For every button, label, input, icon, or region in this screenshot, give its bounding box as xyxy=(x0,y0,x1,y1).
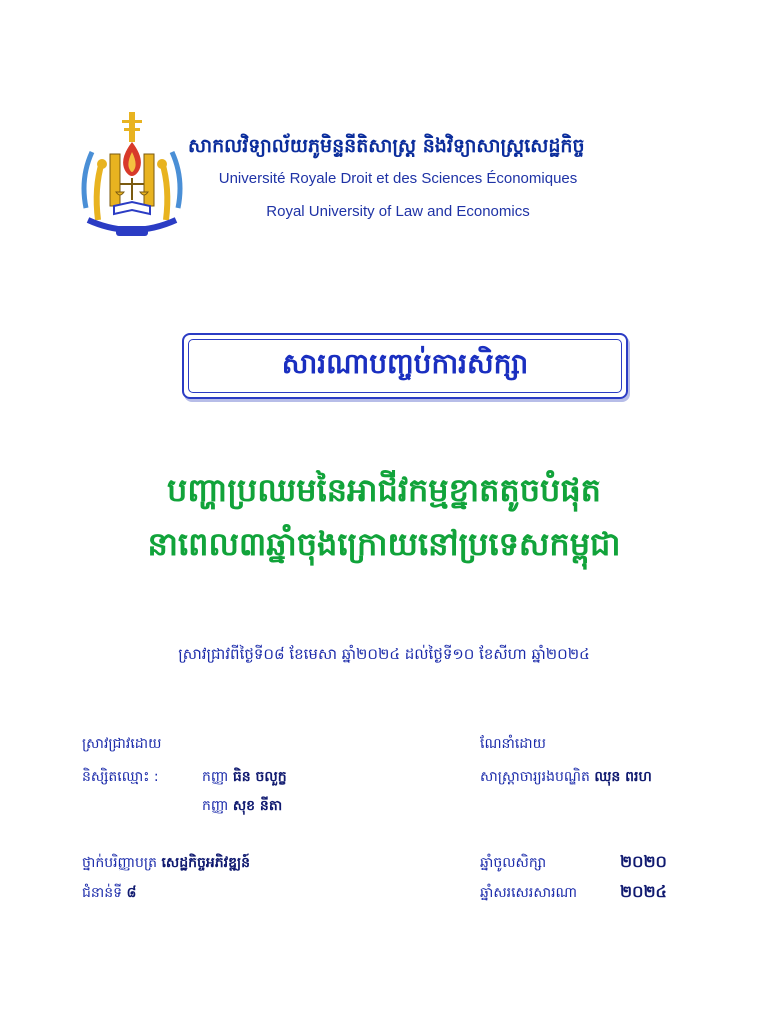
advisor xyxy=(480,767,652,788)
thesis-year-label: ឆ្នាំសរសេរសារណា xyxy=(480,885,578,901)
degree-info xyxy=(82,853,250,874)
degree-label: ថ្នាក់បរិញ្ញាបត្រ xyxy=(82,855,157,871)
researched-by-heading: ស្រាវជ្រាវដោយ xyxy=(82,736,162,752)
document-title-box xyxy=(182,333,628,399)
university-name-khmer: សាកលវិទ្យាល័យភូមិន្ទនីតិសាស្ត្រ និងវិទ្យាសាស្ត្រសេដ្ឋកិច្ច xyxy=(188,135,585,157)
student-2-name: សុខ នីតា xyxy=(232,798,283,814)
generation-info xyxy=(82,883,136,904)
students-label: និស្សិតឈ្មោះ : xyxy=(82,769,159,785)
student-2 xyxy=(202,796,282,817)
generation-value: ៨ xyxy=(126,885,137,901)
university-name-french: Université Royale Droit et des Sciences Économiques xyxy=(218,170,578,187)
university-emblem-icon xyxy=(78,108,186,242)
research-period: ស្រាវជ្រាវពីថ្ងៃទី០៨ ខែមេសា ឆ្នាំ២០២៤ ដល់ថ្ងៃទី១០ ខែសីហា ឆ្នាំ២០២៤ xyxy=(178,645,590,663)
degree-value: សេដ្ឋកិច្ចអភិវឌ្ឍន៍ xyxy=(161,855,251,871)
advisor-title: សាស្ត្រាចារ្យរងបណ្ឌិត xyxy=(480,769,590,785)
advised-by-heading: ណែនាំដោយ xyxy=(480,736,546,752)
advisor-name: ឈុន ពរហ xyxy=(594,769,652,785)
document-title-frame xyxy=(188,339,622,393)
student-2-prefix: កញ្ញា xyxy=(202,798,229,814)
enrollment-year-value: ២០២០ xyxy=(620,852,667,871)
enrollment-year-label: ឆ្នាំចូលសិក្សា xyxy=(480,855,547,871)
student-1 xyxy=(202,767,287,788)
generation-label: ជំនាន់ទី xyxy=(82,885,122,901)
thesis-year-value: ២០២៤ xyxy=(620,882,667,901)
student-1-name: ធិន ចលួក្ខ xyxy=(232,769,287,785)
student-1-prefix: កញ្ញា xyxy=(202,769,229,785)
thesis-topic-line-1: បញ្ហាប្រឈមនៃអាជីវកម្មខ្នាតតូចបំផុត xyxy=(167,471,601,509)
document-title: សារណាបញ្ចប់ការសិក្សា xyxy=(281,346,529,380)
thesis-topic-line-2: នាពេល៣ឆ្នាំចុងក្រោយនៅប្រទេសកម្ពុជា xyxy=(147,525,621,563)
university-name-english: Royal University of Law and Economics xyxy=(266,203,530,220)
